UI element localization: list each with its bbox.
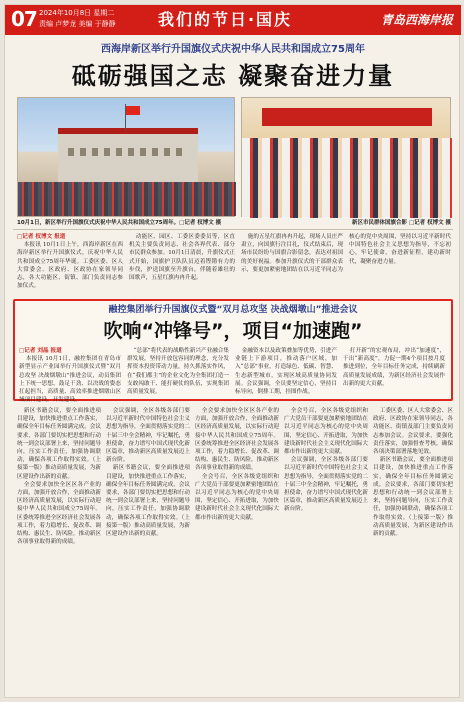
issue-date: 2024年10月8日 星期二: [39, 9, 115, 17]
story1-column-3: [241, 233, 451, 297]
lower-paragraph-b: 会议强调，全区各级各部门要以习近平新时代中国特色社会主义思想为指导，全面贯彻落实党的二十届三中全会精神，牢记嘱托，勇担使命，奋力谱写中国式现代化新区篇章，推动新区高质量发展迈上新台阶。: [106, 408, 190, 464]
lower-column-4: [284, 407, 368, 693]
story2-column-2: [127, 347, 229, 399]
featured-story-box: [13, 299, 453, 404]
photo-caption-left: 10月1日，新区举行升国旗仪式庆祝中华人民共和国成立75周年。□记者 权博文 摄: [17, 220, 222, 226]
lower-paragraph-a: 新区书籍会议，要全面推进项目建设，加快推进重点工作落实，确保全年目标任务圆满完成。会议要求，各部门要切实把思想和行动统一到会议部署上来，坚持问题导向，压实工作责任，加强协调联动，确保各项工作取得实效。（上接第一版）推动高质量发展，为新区建设作出新的贡献。: [17, 408, 101, 480]
lower-column-5: [373, 407, 453, 693]
flag-shape: [126, 106, 140, 115]
crowd-shape: [18, 182, 236, 216]
story1-column-2: [129, 233, 235, 297]
paper-logo: 青岛西海岸报: [380, 13, 453, 27]
story2-paragraph-3: 金融资本以及政策叠加等优势，引进产业链上下游项目，推动落户区域，加入“总部”事业，打造绿色、低碳、智慧、生态新型城市，实现区域高质量协同发展。会议强调，全员要坚定信心，坚持目标导向，倒排工期，挂图作战。: [235, 348, 337, 396]
story2-column-1: [19, 347, 121, 404]
story2-headline: 吹响“冲锋号”，项目“加速跑”: [103, 320, 363, 342]
masthead: [5, 5, 461, 35]
people-shape: [242, 138, 452, 218]
story1-kicker: 西海岸新区举行升国旗仪式庆祝中华人民共和国成立75周年: [101, 44, 365, 55]
lower-paragraph-d2: 会议强调，全区各级各部门要以习近平新时代中国特色社会主义思想为指导，全面贯彻落实党的二十届三中全会精神，牢记嘱托，勇担使命，奋力谱写中国式现代化新区篇章，推动新区高质量发展迈上新台阶。: [284, 457, 368, 513]
story2-paragraph-2: “总部”将代表的战略性新兴产业融合集群发展，坚持开放包容同的理念，充分发挥资本投资带动力量，持久抓落实作风，在“我们都主”的企业文化为全集团打造一支敢闯敢干、能打硬仗的队伍，实现集团高质量发展。: [127, 348, 229, 396]
story2-paragraph-1: 本报讯 10月1日，融控集团在青岛市新型显示产业园举行升国旗仪式暨“双月总攻坚 决战烟墩山”推进会议，动员集团上下统一思想、鼓足干劲、以决战的姿态扛起担当，高质量、高效率推进烟墩山区域项目建设。开发建设。: [19, 356, 121, 404]
section-title: 我们的节日·国庆: [157, 10, 293, 29]
story2-byline: □记者 刘晶 报道: [19, 348, 62, 354]
building-shape: [58, 128, 198, 183]
divider: [13, 229, 453, 230]
story1-headline: 砥砺强国之志 凝聚奋进力量: [71, 62, 395, 90]
story1-paragraph-2: 动能区、园区、工委区委委员等，区直机关主要负责同志、社会各界代表、部分市民群众参加。10月1日清晨，升旗仪式正式开始，国旗护卫队队员迈着铿锵有力的步伐，护送国旗至升旗台，伴随着雄壮的国歌声，五星红旗冉冉升起。: [129, 234, 235, 282]
story1-paragraph-1: 本报讯 10月1日上午，西海岸新区在西海岸新区举行升国旗仪式，庆祝中华人民共和国成立75周年华诞。工委区委、区人大常委会、区政府、区政协在家领导同志，各大功能区、街镇、部门负责同志参加仪式。: [17, 242, 123, 290]
story2-kicker: 融控集团举行升国旗仪式暨“双月总攻坚 决战烟墩山”推进会议: [108, 305, 358, 315]
story2-paragraph-4: 打开新“的宏观布局，冲出“加速度”，干出“新高度”，力促一期4个项目按月度推进到位，全年目标任务完成，持续刷新高质量发展成绩，为新区经济社会发展作出新的更大贡献。: [343, 348, 445, 387]
lower-column-1: [17, 407, 101, 693]
story2-column-4: [343, 347, 445, 399]
lower-paragraph-e: 工委区委、区人大常委会、区政府、区政协在家领导同志，各功能区、街镇及部门主要负责同志参加会议。会议要求，要强化责任落实，加强督查考核，确保各项决策部署落地见效。: [373, 408, 453, 456]
story1-paragraph-3: 施的五星红旗冉冉升起，现场人员庄严肃立，向国旗行注目礼，仪式结束后，现场市民纷纷与国旗合影留念，表达对祖国的美好祝福。参加升旗仪式的干部群众表示，要更加紧密地团结在以习近平同志为核心的党中央周围，坚持以习近平新时代中国特色社会主义思想为指导，不忘初心，牢记使命，奋进新征程，建功新时代，凝聚奋进力量。: [241, 234, 451, 273]
lower-paragraph-b2: 新区书籍会议，要全面推进项目建设，加快推进重点工作落实，确保全年目标任务圆满完成。会议要求，各部门要切实把思想和行动统一到会议部署上来，坚持问题导向，压实工作责任，加强协调联动，确保各项工作取得实效。（上接第一版）推动高质量发展，为新区建设作出新的贡献。: [106, 465, 190, 538]
banner-shape: [262, 108, 432, 126]
story1-column-1: [17, 233, 123, 297]
editors-credit: 责编 卢梦龙 美编 于静静: [39, 20, 116, 28]
lower-paragraph-d: 全会号召，全区各级党组织和广大党员干部要更加紧密地团结在以习近平同志为核心的党中央周围，坚定信心、开拓进取，为加快建设新时代社会主义现代化国际大都市作出新的更大贡献。: [284, 408, 368, 456]
page-number: 07: [11, 7, 37, 31]
story1-byline: □记者 权博文 报道: [17, 234, 66, 240]
lower-paragraph-c2: 全会号召，全区各级党组织和广大党员干部要更加紧密地团结在以习近平同志为核心的党中央周围，坚定信心、开拓进取，为加快建设新时代社会主义现代化国际大都市作出新的更大贡献。: [195, 473, 279, 521]
group-photo: [241, 97, 451, 217]
lower-paragraph-a2: 全会要求加快全区区各产业的方面，加强开放合作，全面推动新区经济高质量发展，以实际行动迎接中华人民共和国成立75周年。区委统筹推进全区经济社会发展各项工作，着力稳增长、促改革、调结构、惠民生、防风险，推动新区各项事业取得新的成绩。: [17, 481, 101, 546]
story2-column-3: [235, 347, 337, 399]
lower-paragraph-c: 全会要求加快全区区各产业的方面，加强开放合作，全面推动新区经济高质量发展，以实际行动迎接中华人民共和国成立75周年。区委统筹推进全区经济社会发展各项工作，着力稳增长、促改革、调结构、惠民生、防风险，推动新区各项事业取得新的成绩。: [195, 408, 279, 472]
photo-caption-right: 新区市民群体国旗合影 □记者 权博文 摄: [352, 220, 451, 226]
newspaper-page: [4, 4, 460, 698]
flag-raising-photo: [17, 97, 235, 217]
lower-column-2: [106, 407, 190, 693]
lower-column-3: [195, 407, 279, 693]
lower-paragraph-e2: 新区书籍会议，要全面推进项目建设，加快推进重点工作落实，确保全年目标任务圆满完成。会议要求，各部门要切实把思想和行动统一到会议部署上来，坚持问题导向，压实工作责任，加强协调联动，确保各项工作取得实效。（上接第一版）推动高质量发展，为新区建设作出新的贡献。: [373, 457, 453, 538]
